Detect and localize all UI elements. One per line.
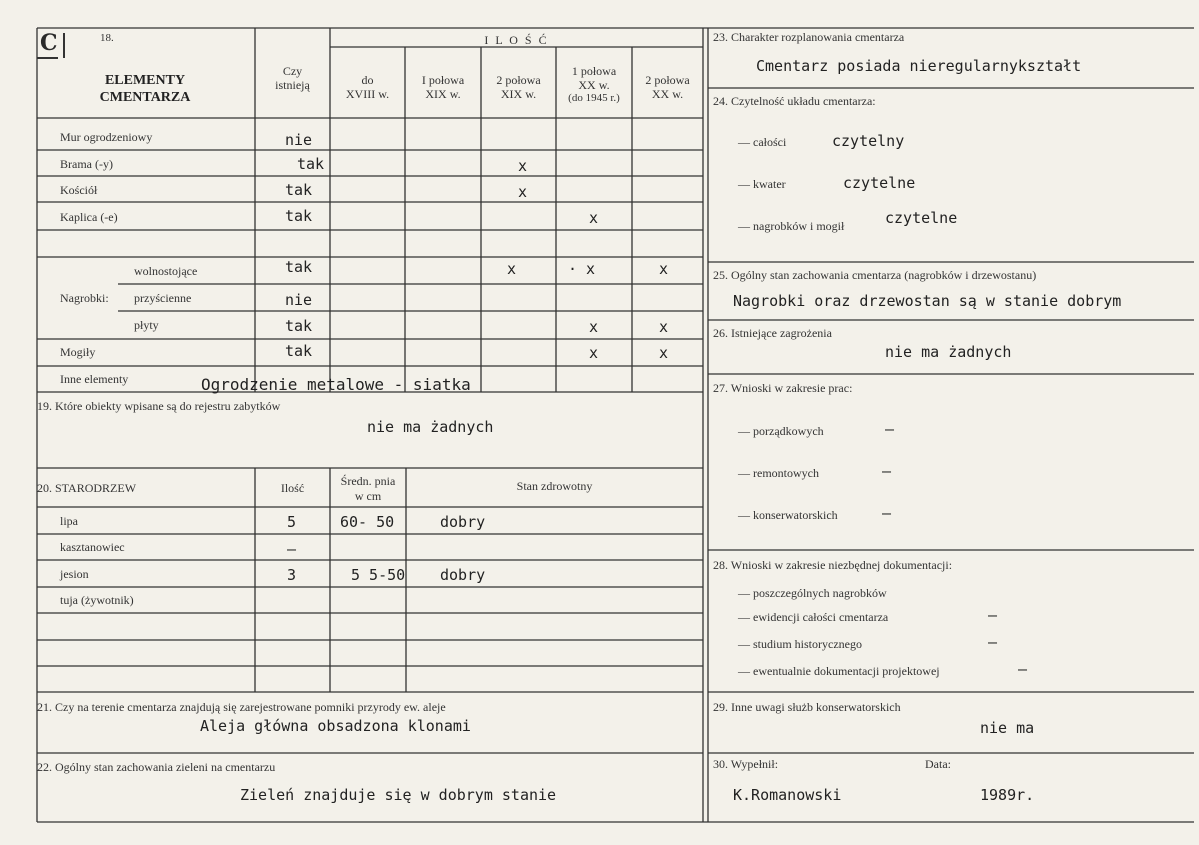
section-30-label: 30. Wypełnił:	[713, 757, 779, 771]
period-header: I połowa	[421, 73, 465, 87]
section-18-number: 18.	[100, 32, 114, 44]
period-mark: x	[659, 344, 669, 362]
period-header: XX w.	[578, 78, 610, 92]
section-25-value: Nagrobki oraz drzewostan są w stanie dobrym	[733, 292, 1122, 310]
row-label: Mur ogrodzeniowy	[60, 130, 153, 144]
period-mark: · x	[568, 260, 596, 278]
col-diam-header-2: w cm	[354, 489, 382, 503]
exists-value: tak	[297, 155, 325, 173]
exists-value: tak	[285, 207, 313, 225]
other-elements-value: Ogrodzenie metalowe - siatka	[201, 375, 471, 394]
section-26-label: 26. Istniejące zagrożenia	[713, 326, 832, 340]
period-header: (do 1945 r.)	[568, 92, 620, 104]
period-header: XX w.	[651, 87, 684, 101]
row-label: przyścienne	[134, 291, 192, 305]
readability-item-value: czytelny	[832, 132, 905, 150]
section-22-label: 22. Ogólny stan zachowania zieleni na cmentarzu	[37, 760, 276, 774]
tree-name: jesion	[60, 567, 89, 581]
documentation-item-value: –	[988, 606, 998, 624]
row-label: płyty	[134, 318, 159, 332]
row-label: Brama (-y)	[60, 157, 113, 171]
period-header: XVIII w.	[345, 87, 390, 101]
period-header: XIX w.	[425, 87, 461, 101]
period-header: XIX w.	[500, 87, 537, 101]
works-item-label: — porządkowych	[738, 424, 824, 438]
period-header: 2 połowa	[645, 73, 690, 87]
tree-diam: 5 5-50	[351, 566, 406, 584]
documentation-item-label: — studium historycznego	[738, 637, 862, 651]
works-item-value: –	[885, 420, 895, 438]
card-letter: C	[40, 30, 58, 56]
elements-title-2: CMENTARZA	[99, 90, 191, 105]
tree-qty: 5	[287, 513, 297, 531]
period-mark: x	[589, 318, 599, 336]
graves-label: Nagrobki:	[60, 291, 109, 305]
tree-name: lipa	[60, 514, 78, 528]
tree-health: dobry	[440, 513, 486, 531]
period-header: 1 połowa	[571, 64, 617, 78]
readability-item-label: — całości	[738, 135, 787, 149]
exists-value: nie	[285, 131, 313, 149]
tree-qty: –	[287, 540, 297, 558]
section-25-label: 25. Ogólny stan zachowania cmentarza (nagrobków i drzewostanu)	[713, 268, 1037, 282]
section-21-value: Aleja główna obsadzona klonami	[200, 717, 471, 735]
col-exists-header-2: istnieją	[275, 78, 310, 92]
section-26-value: nie ma żadnych	[885, 343, 1012, 361]
documentation-item-label: — ewidencji całości cmentarza	[738, 610, 889, 624]
row-label: Mogiły	[60, 345, 96, 359]
period-mark: x	[518, 183, 528, 201]
row-label: Kaplica (-e)	[60, 210, 118, 224]
tree-name: kasztanowiec	[60, 540, 125, 554]
section-29-value: nie ma	[980, 719, 1035, 737]
period-header: do	[361, 73, 374, 87]
readability-item-value: czytelne	[843, 174, 916, 192]
exists-value: tak	[285, 317, 313, 335]
elements-title-1: ELEMENTY	[104, 73, 186, 88]
documentation-item-label: — ewentualnie dokumentacji projektowej	[738, 664, 940, 678]
exists-value: tak	[285, 342, 313, 360]
works-item-label: — konserwatorskich	[738, 508, 838, 522]
fill-date: 1989r.	[980, 786, 1035, 804]
col-qty-header: Ilość	[280, 481, 305, 495]
exists-value: tak	[285, 258, 313, 276]
row-label: wolnostojące	[134, 264, 198, 278]
filled-by-name: K.Romanowski	[733, 786, 842, 804]
documentation-item-value: –	[988, 633, 998, 651]
section-22-value: Zieleń znajduje się w dobrym stanie	[240, 786, 557, 804]
section-27-label: 27. Wnioski w zakresie prac:	[713, 381, 853, 395]
readability-item-label: — nagrobków i mogił	[738, 219, 845, 233]
works-item-value: –	[882, 462, 892, 480]
exists-value: tak	[285, 181, 313, 199]
exists-value: nie	[285, 291, 313, 309]
period-mark: x	[589, 344, 599, 362]
section-19-value: nie ma żadnych	[367, 418, 494, 436]
quantity-header: I L O Ś Ć	[484, 33, 549, 47]
section-20-label: 20. STARODRZEW	[37, 481, 137, 495]
section-29-label: 29. Inne uwagi służb konserwatorskich	[713, 700, 901, 714]
works-item-value: –	[882, 504, 892, 522]
other-elements-label: Inne elementy	[60, 372, 129, 386]
section-19-label: 19. Które obiekty wpisane są do rejestru zabytków	[37, 399, 281, 413]
tree-name: tuja (żywotnik)	[60, 593, 134, 607]
section-24-label: 24. Czytelność układu cmentarza:	[713, 94, 876, 108]
date-label: Data:	[925, 757, 951, 771]
period-mark: x	[518, 157, 528, 175]
documentation-item-value: –	[1018, 660, 1028, 678]
readability-item-label: — kwater	[738, 177, 786, 191]
section-23-label: 23. Charakter rozplanowania cmentarza	[713, 30, 905, 44]
period-mark: x	[659, 318, 669, 336]
tree-diam: 60- 50	[340, 513, 395, 531]
period-mark: x	[659, 260, 669, 278]
col-health-header: Stan zdrowotny	[516, 479, 593, 493]
works-item-label: — remontowych	[738, 466, 819, 480]
section-21-label: 21. Czy na terenie cmentarza znajdują się zarejestrowane pomniki przyrody ew. aleje	[37, 700, 446, 714]
section-23-value: Cmentarz posiada nieregularnykształt	[756, 57, 1082, 75]
documentation-item-label: — poszczególnych nagrobków	[738, 586, 887, 600]
tree-qty: 3	[287, 566, 297, 584]
period-mark: x	[507, 260, 517, 278]
row-label: Kościół	[60, 183, 98, 197]
period-mark: x	[589, 209, 599, 227]
col-diam-header-1: Średn. pnia	[340, 474, 396, 488]
section-28-label: 28. Wnioski w zakresie niezbędnej dokumentacji:	[713, 558, 953, 572]
readability-item-value: czytelne	[885, 209, 958, 227]
col-exists-header-1: Czy	[282, 64, 303, 78]
tree-health: dobry	[440, 566, 486, 584]
period-header: 2 połowa	[496, 73, 541, 87]
